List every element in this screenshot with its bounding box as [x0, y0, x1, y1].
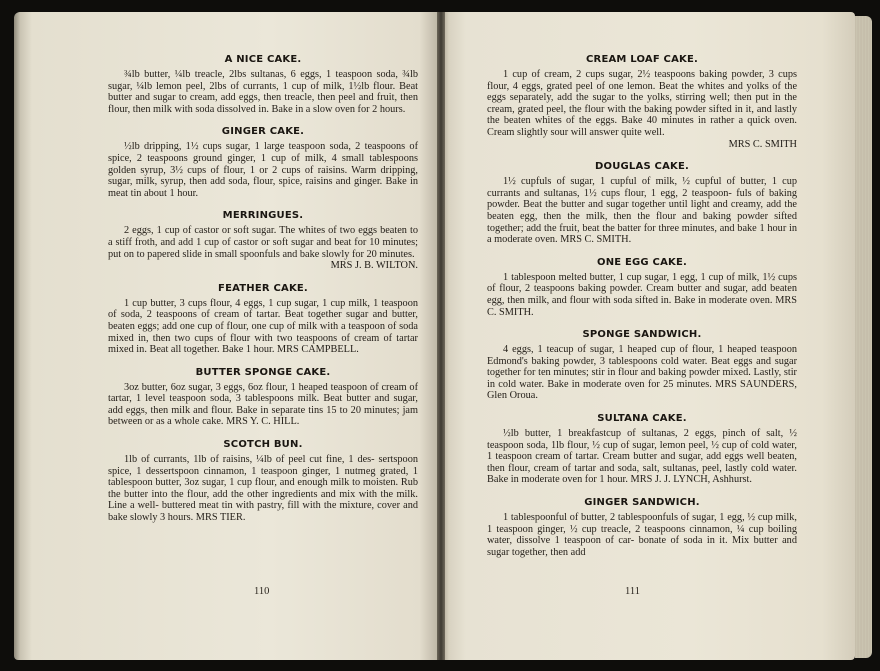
recipe-line: then treacle, then peel and fruit, then flour, then milk with — [108, 92, 418, 115]
left-page — [14, 12, 441, 660]
recipe-spacer — [108, 199, 418, 210]
book-gutter — [437, 12, 445, 660]
recipe-line: the whites and yolks of the eggs separately, add the sugar to — [487, 80, 798, 104]
recipe-line: sugar and beat for 10 minutes; put on to papered slide in small — [108, 236, 418, 260]
recipe-line: Beat all together. Bake 1 hour. MRS CAMPBELL. — [149, 344, 359, 356]
recipe-spacer — [487, 246, 797, 257]
recipe-line: 1 nutmeg grated, 1 tablespoon butter, 3oz sugar, 1 cup flour, — [108, 465, 418, 489]
recipe-line: ½ cup of cold water, 1 teaspoon cream of tartar. Cream — [487, 439, 797, 463]
recipe-line: bonate of soda in it. Mix butter and sugar together, then add — [487, 535, 797, 558]
recipe-spacer — [108, 428, 418, 439]
recipe-title: CREAM LOAF CAKE. — [586, 54, 698, 65]
recipe-title: SCOTCH BUN. — [223, 439, 303, 451]
recipe-line: teaspoons of spice, 2 teaspoons ground ginger, 1 cup of milk, — [108, 141, 419, 164]
recipe-line: Beat eggs and sugar together for ten minutes; stir in flour and — [487, 355, 798, 379]
recipe-spacer — [108, 272, 418, 283]
recipe-body — [487, 344, 797, 402]
recipe-line: eggs beaten to a stiff froth, and add 1 cup of castor or soft — [108, 225, 418, 248]
recipe-body — [487, 176, 797, 246]
recipe-line: buttered meat tin with pastry, fill with the mixture, cover and — [161, 500, 418, 512]
recipe-body — [487, 512, 797, 558]
recipe-line: 1 cup of cream, 2 cups sugar, 2½ teaspoons baking — [503, 69, 728, 80]
recipe-line: spoonfuls and bake slowly for 20 minutes. — [239, 248, 415, 260]
recipe-line: butter and sugar, add eggs well beaten, then flour, cream of — [487, 451, 797, 474]
recipe-line: cups of flour with two teaspoons of cream of tartar mixed in. — [108, 332, 418, 356]
recipe-body — [108, 298, 418, 356]
recipe-body — [487, 428, 797, 486]
recipe-line: butter and sugar, add beaten egg, then milk, and flour with — [487, 283, 797, 306]
recipe-line: 4 small tablespoons golden syrup, 3½ cups of flour, 1 or 2 cups — [108, 152, 418, 176]
recipe-title: FEATHER CAKE. — [218, 282, 308, 294]
recipe-title: DOUGLAS CAKE. — [595, 161, 689, 173]
left-page-column — [108, 54, 418, 524]
recipe-title: SULTANA CAKE. — [597, 413, 687, 425]
recipe — [487, 161, 797, 246]
recipe-line: moderate oven for 25 minutes. MRS SAUNDERS, Glen Oroua. — [487, 378, 797, 402]
recipe-line: 4 eggs, 1 teacup of sugar, 1 heaped cup of flour, 1 heaped — [503, 344, 757, 356]
recipe-line: bake slowly 3 hours. MRS TIER. — [108, 512, 246, 524]
recipe-line: egg, ½ cup milk, 1 teaspoon ginger, ½ cup treacle, 2 teaspoons — [487, 512, 797, 535]
recipe-line: ½lb butter, 1 breakfastcup of sultanas, 2 eggs, pinch of — [503, 428, 761, 440]
recipe-line: 3oz butter, 6oz sugar, 3 eggs, 6oz flour, 1 heaped teaspoon — [124, 381, 368, 393]
recipe — [487, 413, 797, 486]
open-book — [14, 12, 872, 664]
recipe — [487, 54, 797, 150]
recipe-body — [108, 225, 418, 260]
recipe-line: oven. Cream slightly sour will answer quite well. — [487, 115, 798, 138]
recipe-line: 1½ cupfuls of sugar, 1 cupful of milk, ½ cupful of butter, — [503, 176, 767, 188]
recipe-line: until light and creamy, add the beaten egg, then the milk, then — [487, 199, 797, 222]
recipe-line: the flour with the baking powder sifted in it, and lastly the — [487, 103, 797, 127]
recipe-body — [108, 382, 418, 428]
recipe-spacer — [108, 356, 418, 367]
right-page — [441, 12, 855, 660]
recipe-spacer — [487, 318, 797, 329]
recipe-line: in moderate oven for 1 hour. MRS J. J. LYNCH, Ashhurst. — [510, 474, 752, 486]
recipe-line: powder, 3 cups flour, 4 eggs, grated peel of one lemon. Beat — [487, 69, 798, 92]
recipe-body — [108, 141, 418, 199]
recipe-line: together sugar and butter, beaten eggs; add one cup of flour, — [108, 309, 419, 332]
recipe-spacer — [487, 486, 797, 497]
page-edges — [855, 16, 872, 658]
recipe-line: the yolks, stirring well; then put in the cream, grated peel, — [487, 92, 797, 115]
recipe — [108, 367, 418, 428]
recipe-line: beat the batter for three minutes, and bake 1 hour in a — [487, 222, 798, 246]
recipe-line: teaspoon Edmond's baking powder, 3 tablespoons cold water. — [487, 344, 797, 367]
recipe-title: ONE EGG CAKE. — [597, 256, 687, 268]
recipe-line: soda sifted in. Bake in moderate oven. MRS C. SMITH. — [487, 294, 797, 318]
recipe-body — [108, 69, 418, 115]
recipe-title: SPONGE SANDWICH. — [582, 329, 702, 341]
recipe-line: 1 tablespoon melted butter, 1 cup sugar, 1 egg, 1 cup of — [503, 271, 735, 283]
recipe-line: 1 cup butter, 3 cups flour, 4 eggs, 1 cup sugar, 1 cup milk, — [124, 297, 370, 309]
recipe-line: of cream of tartar, 1 level teaspoon soda, 3 tablespoons milk. — [108, 381, 419, 405]
recipe-line: 1 cup currants and sultanas, 1½ cups flour, 1 egg, 2 teaspoon- — [487, 176, 798, 199]
recipe-line: of raisins. Warm dripping, sugar, milk, syrup, then add soda, — [108, 164, 418, 188]
recipe-line: tartar and soda, salt, sultanas, peel, lastly cold water. Bake — [487, 462, 797, 486]
recipe-line: milk, 1½ cups of flour, 2 teaspoons baking powder. Cream — [487, 271, 797, 295]
recipe-line: ½lb dripping, 1½ cups sugar, 1 large teaspoon soda, 2 — [124, 141, 361, 153]
recipe-body — [487, 272, 797, 318]
recipe-line: flour, spice, raisins and ginger. Bake in meat tin about 1 hour. — [108, 176, 418, 199]
page-number-left: 110 — [254, 586, 270, 597]
recipe-line: Beat butter and sugar, add eggs, then milk and flour. Bake in — [108, 393, 418, 416]
recipe-line: 1 tablespoonful of butter, 2 tablespoonfuls of sugar, 1 — [503, 512, 725, 524]
recipe-line: and enough milk to moisten. Rub the butter into the flour, — [108, 477, 419, 500]
recipe-line: fuls of baking powder. Beat the butter and sugar together — [487, 187, 797, 211]
recipe-title: GINGER SANDWICH. — [584, 497, 700, 509]
recipe-body — [108, 454, 418, 524]
recipe-title: BUTTER SPONGE CAKE. — [195, 366, 331, 378]
recipe-line: baking powder mixed. Lastly, stir in cold water. Bake in — [487, 367, 797, 390]
recipe-line: soda, ¾lb sugar, ¼lb lemon peel, 2lbs of currants, 1 cup of — [108, 69, 419, 92]
recipe-line: one cup of milk with a teaspoon of soda mixed in, then two — [108, 320, 419, 344]
recipe-spacer — [487, 150, 797, 161]
recipe-spacer — [487, 402, 797, 413]
recipe-line: moderate oven. MRS C. SMITH. — [494, 234, 632, 246]
recipe-line: separate tins 15 to 20 minutes; jam between or as a whole — [108, 404, 419, 428]
recipe — [108, 283, 418, 356]
page-number-right: 111 — [625, 586, 640, 597]
recipe-line: soda dissolved in. Bake in a slow oven for 2 hours. — [195, 103, 406, 115]
recipe-title: A NICE CAKE. — [224, 54, 302, 65]
recipe-body — [487, 69, 797, 139]
recipe-line: milk, 1½lb flour. Beat butter and sugar to cream, add eggs, — [108, 80, 419, 104]
recipe-line: beaten whites of the eggs. Bake 40 minutes in rather a quick — [503, 115, 771, 127]
recipe-line: salt, ½ teaspoon soda, 1lb flour, ½ cup of sugar, lemon peel, — [487, 428, 797, 451]
recipe — [108, 54, 418, 115]
recipe-line: 2 eggs, 1 cup of castor or soft sugar. The whites of two — [124, 225, 356, 237]
recipe-title: GINGER CAKE. — [221, 126, 305, 138]
recipe-attribution: MRS C. SMITH — [728, 138, 797, 150]
recipe-line: the flour and baking powder sifted together; add the fruit, — [487, 210, 798, 234]
recipe-title: MERRINGUES. — [222, 210, 304, 222]
recipe — [487, 497, 797, 558]
recipe — [108, 439, 418, 524]
recipe-line: sertspoon spice, 1 dessertspoon cinnamon, 1 teaspoon ginger, — [108, 454, 418, 477]
right-page-column — [487, 54, 797, 558]
recipe — [108, 126, 418, 199]
recipe — [487, 329, 797, 402]
recipe-line: 1lb of currants, 1lb of raisins, ¼lb of peel cut fine, 1 des- — [124, 454, 375, 466]
recipe-line: ¾lb butter, ¼lb treacle, 2lbs sultanas, 6 eggs, 1 teaspoon — [124, 69, 373, 80]
recipe-attribution: MRS J. B. WILTON. — [330, 260, 418, 272]
recipe — [108, 210, 418, 271]
recipe-spacer — [108, 115, 418, 126]
recipe-line: cake. MRS Y. C. HILL. — [202, 416, 300, 428]
recipe-line: add the other ingredients and mix with the milk. Line a well- — [108, 488, 418, 512]
recipe — [487, 257, 797, 318]
recipe-line: cinnamon, ¼ cup boiling water, dissolve 1 teaspoon of car- — [487, 523, 798, 547]
recipe-line: 1 teaspoon of soda, 2 teaspoons of cream of tartar. Beat — [108, 297, 418, 321]
